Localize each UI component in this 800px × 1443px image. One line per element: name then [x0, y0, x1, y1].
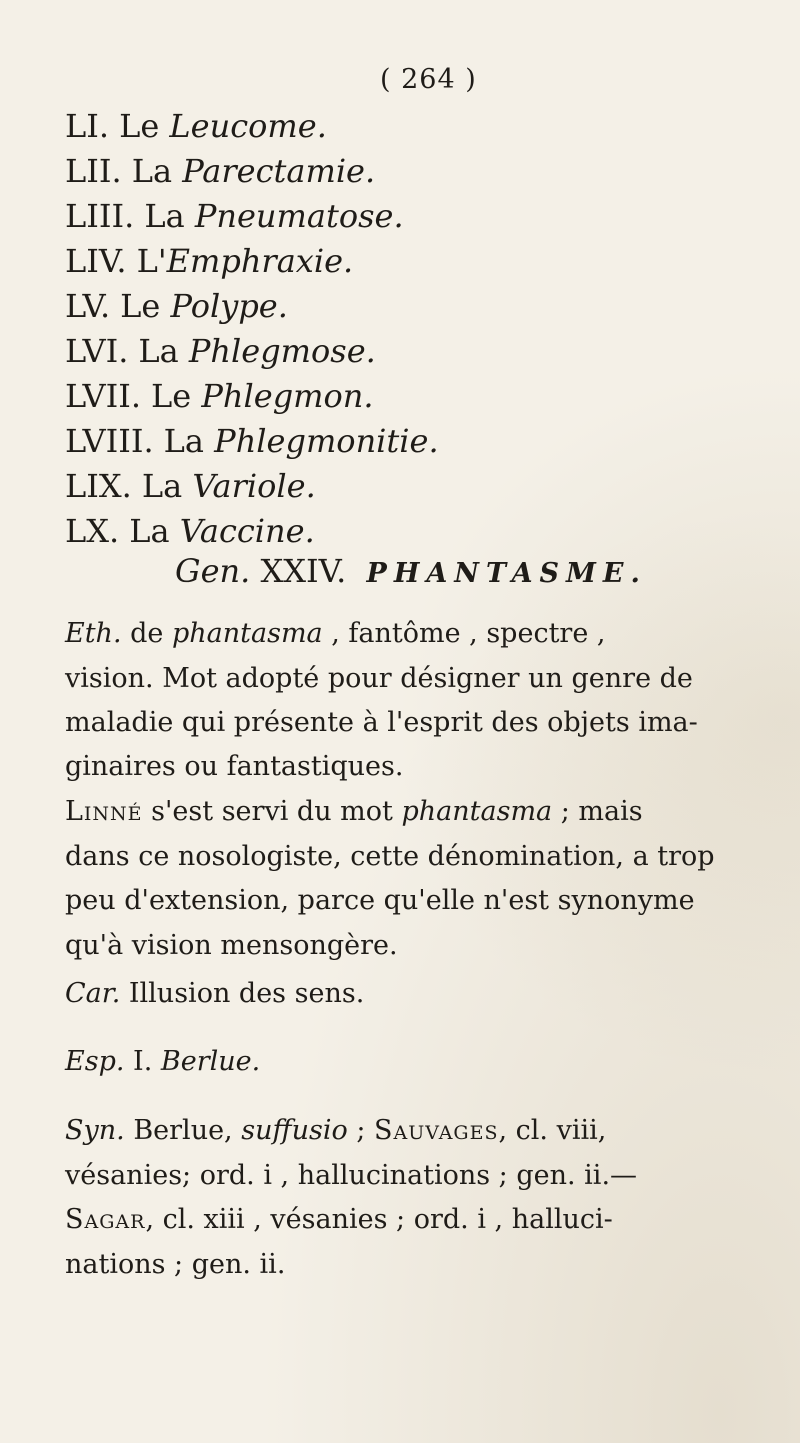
list-item: LII. La Parectamie.	[65, 152, 376, 190]
synonymy-line: nations ; gen. ii.	[65, 1249, 286, 1280]
species-line: Esp. I. Berlue.	[65, 1046, 261, 1077]
list-item: LV. Le Polype.	[65, 287, 288, 325]
list-item: LVIII. La Phlegmonitie.	[65, 422, 439, 460]
characters-line: Car. Illusion des sens.	[65, 978, 365, 1009]
list-item: LX. La Vaccine.	[65, 512, 315, 550]
genus-number: XXIV.	[260, 552, 347, 590]
genus-heading	[175, 552, 647, 590]
list-item: LI. Le Leucome.	[65, 107, 327, 145]
etymology-line: ginaires ou fantastiques.	[65, 751, 404, 782]
list-item: LIX. La Variole.	[65, 467, 316, 505]
linne-line: peu d'extension, parce qu'elle n'est synonyme	[65, 885, 695, 916]
linne-line: Linné s'est servi du mot phantasma ; mais	[65, 796, 643, 827]
list-item: LIV. L'Emphraxie.	[65, 242, 354, 280]
page-number: ( 264 )	[380, 64, 477, 95]
linne-line: dans ce nosologiste, cette dénomination, a trop	[65, 841, 715, 872]
etymology-line: vision. Mot adopté pour désigner un genre de	[65, 663, 693, 694]
author-name: Linné	[65, 796, 143, 827]
list-item: LVI. La Phlegmose.	[65, 332, 376, 370]
list-item: LVII. Le Phlegmon.	[65, 377, 374, 415]
synonymy-line: Syn. Berlue, suffusio ; Sauvages, cl. viii,	[65, 1115, 607, 1146]
linne-line: qu'à vision mensongère.	[65, 930, 398, 961]
genus-label: Gen.	[175, 552, 251, 590]
genus-name: PHANTASME.	[366, 558, 647, 589]
list-item: LIII. La Pneumatose.	[65, 197, 404, 235]
etymology-line: maladie qui présente à l'esprit des objets ima-	[65, 707, 698, 738]
etymology-line: Eth. de phantasma , fantôme , spectre ,	[65, 618, 606, 649]
synonymy-line: vésanies; ord. i , hallucinations ; gen. ii.—	[65, 1160, 638, 1191]
synonymy-line: Sagar, cl. xiii , vésanies ; ord. i , halluci-	[65, 1204, 613, 1235]
